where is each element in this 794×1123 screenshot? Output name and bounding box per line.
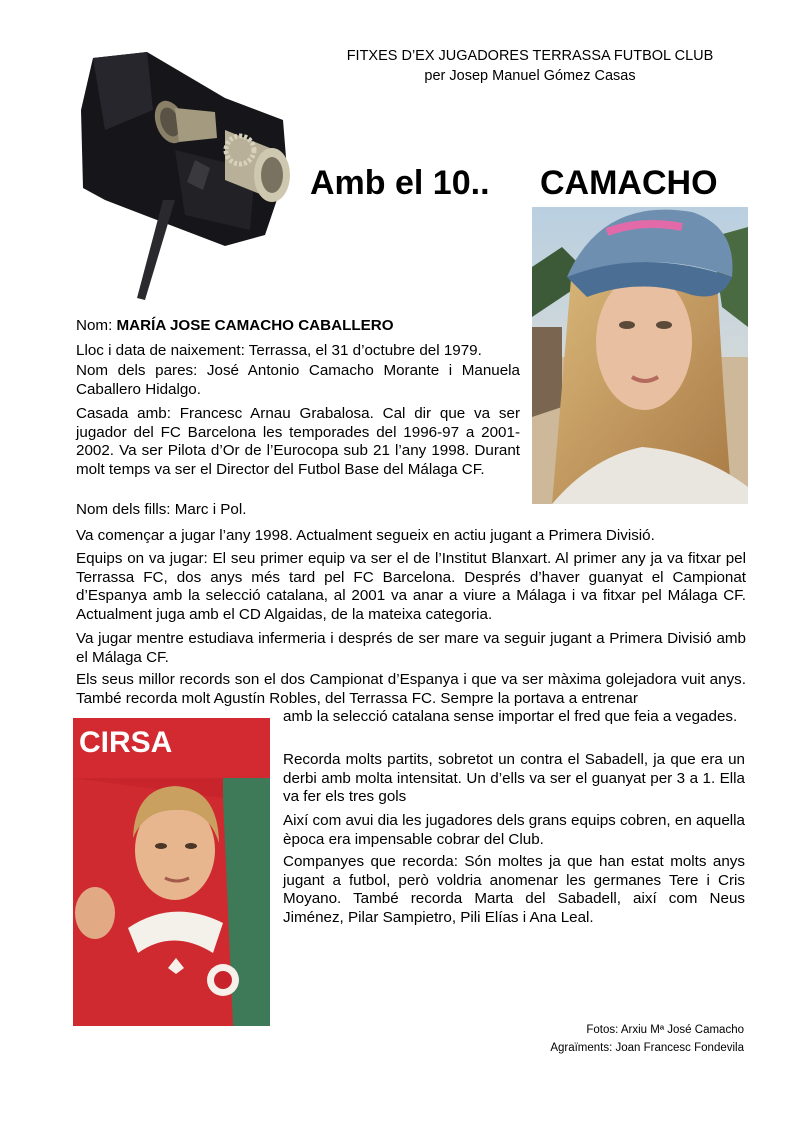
page-title-name: CAMACHO xyxy=(540,164,718,202)
children-info: Nom dels fills: Marc i Pol. xyxy=(76,501,247,518)
career-start: Va començar a jugar l’any 1998. Actualment segueix en actiu jugant a Primera Divisió. xyxy=(76,527,655,544)
spouse-info: Casada amb: Francesc Arnau Grabalosa. Cal dir que va ser jugador del FC Barcelona les temporades del 1996-97 a 2001-2002. Va ser Pilota d’Or de l’Eurocopa sub 21 l’any 1998. Durant molt temps va ser el Director del Futbol Base del Málaga CF. xyxy=(76,405,520,478)
records-paragraph: Els seus millor records son el dos Campionat d’Espanya i que va ser màxima golejadora vuit anys. També recorda molt Agustín Robles, del Terrassa FC. Sempre la portava a entrenar xyxy=(76,671,746,707)
records-paragraph-continued: amb la selecció catalana sense importar el fred que feia a vegades. xyxy=(283,708,738,725)
megaphone-icon xyxy=(75,50,300,300)
header-title: FITXES D’EX JUGADORES TERRASSA FUTBOL CLUB xyxy=(346,48,714,64)
birth-info: Lloc i data de naixement: Terrassa, el 31 d’octubre del 1979. xyxy=(76,342,482,359)
payment-paragraph: Així com avui dia les jugadores dels grans equips cobren, en aquella època era impensable cobrar del Club. xyxy=(283,812,745,848)
megaphone-illustration xyxy=(75,50,300,300)
acknowledgements: Agraïments: Joan Francesc Fondevila xyxy=(550,1042,744,1054)
matches-paragraph: Recorda molts partits, sobretot un contra el Sabadell, ja que era un derbi amb molta intensitat. Un d’ells va ser el guanyat per 3 a 1. Ella va fer els tres gols xyxy=(283,751,745,806)
teammates-paragraph: Companyes que recorda: Són moltes ja que han estat molts anys jugant a futbol, però voldria anomenar les germanes Tere i Cris Moyano. També recorda Marta del Sabadell, així com Neus Jiménez, Pilar Sampietro, Pili Elías i Ana Leal. xyxy=(283,853,745,926)
teams-paragraph: Equips on va jugar: El seu primer equip va ser el de l’Institut Blanxart. Al primer any ja va fitxar pel Terrassa FC, dos anys més tard pel FC Barcelona. Després d’haver guanyat el Campionat d’Espanya amb la selecció catalana, al 2001 va anar a viure a Málaga i va fitxar pel Málaga CF. Actualment juga amb el CD Algaidas, de la mateixa categoria. xyxy=(76,550,746,623)
old-team-photo xyxy=(73,718,270,1026)
studies-paragraph: Va jugar mentre estudiava infermeria i després de ser mare va seguir jugant a Primera Divisió amb el Málaga CF. xyxy=(76,630,746,666)
name-line xyxy=(76,317,520,336)
page-title-number: Amb el 10.. xyxy=(310,164,490,202)
full-name: MARÍA JOSE CAMACHO CABALLERO xyxy=(116,317,394,334)
parents-info: Nom dels pares: José Antonio Camacho Morante i Manuela Caballero Hidalgo. xyxy=(76,362,520,398)
photo-credit: Fotos: Arxiu Mª José Camacho xyxy=(586,1024,744,1036)
shirt-sponsor-text: CIRSA xyxy=(79,726,173,759)
name-label: Nom: xyxy=(76,317,117,334)
recent-photo xyxy=(532,207,748,504)
header-author: per Josep Manuel Gómez Casas xyxy=(424,68,636,84)
